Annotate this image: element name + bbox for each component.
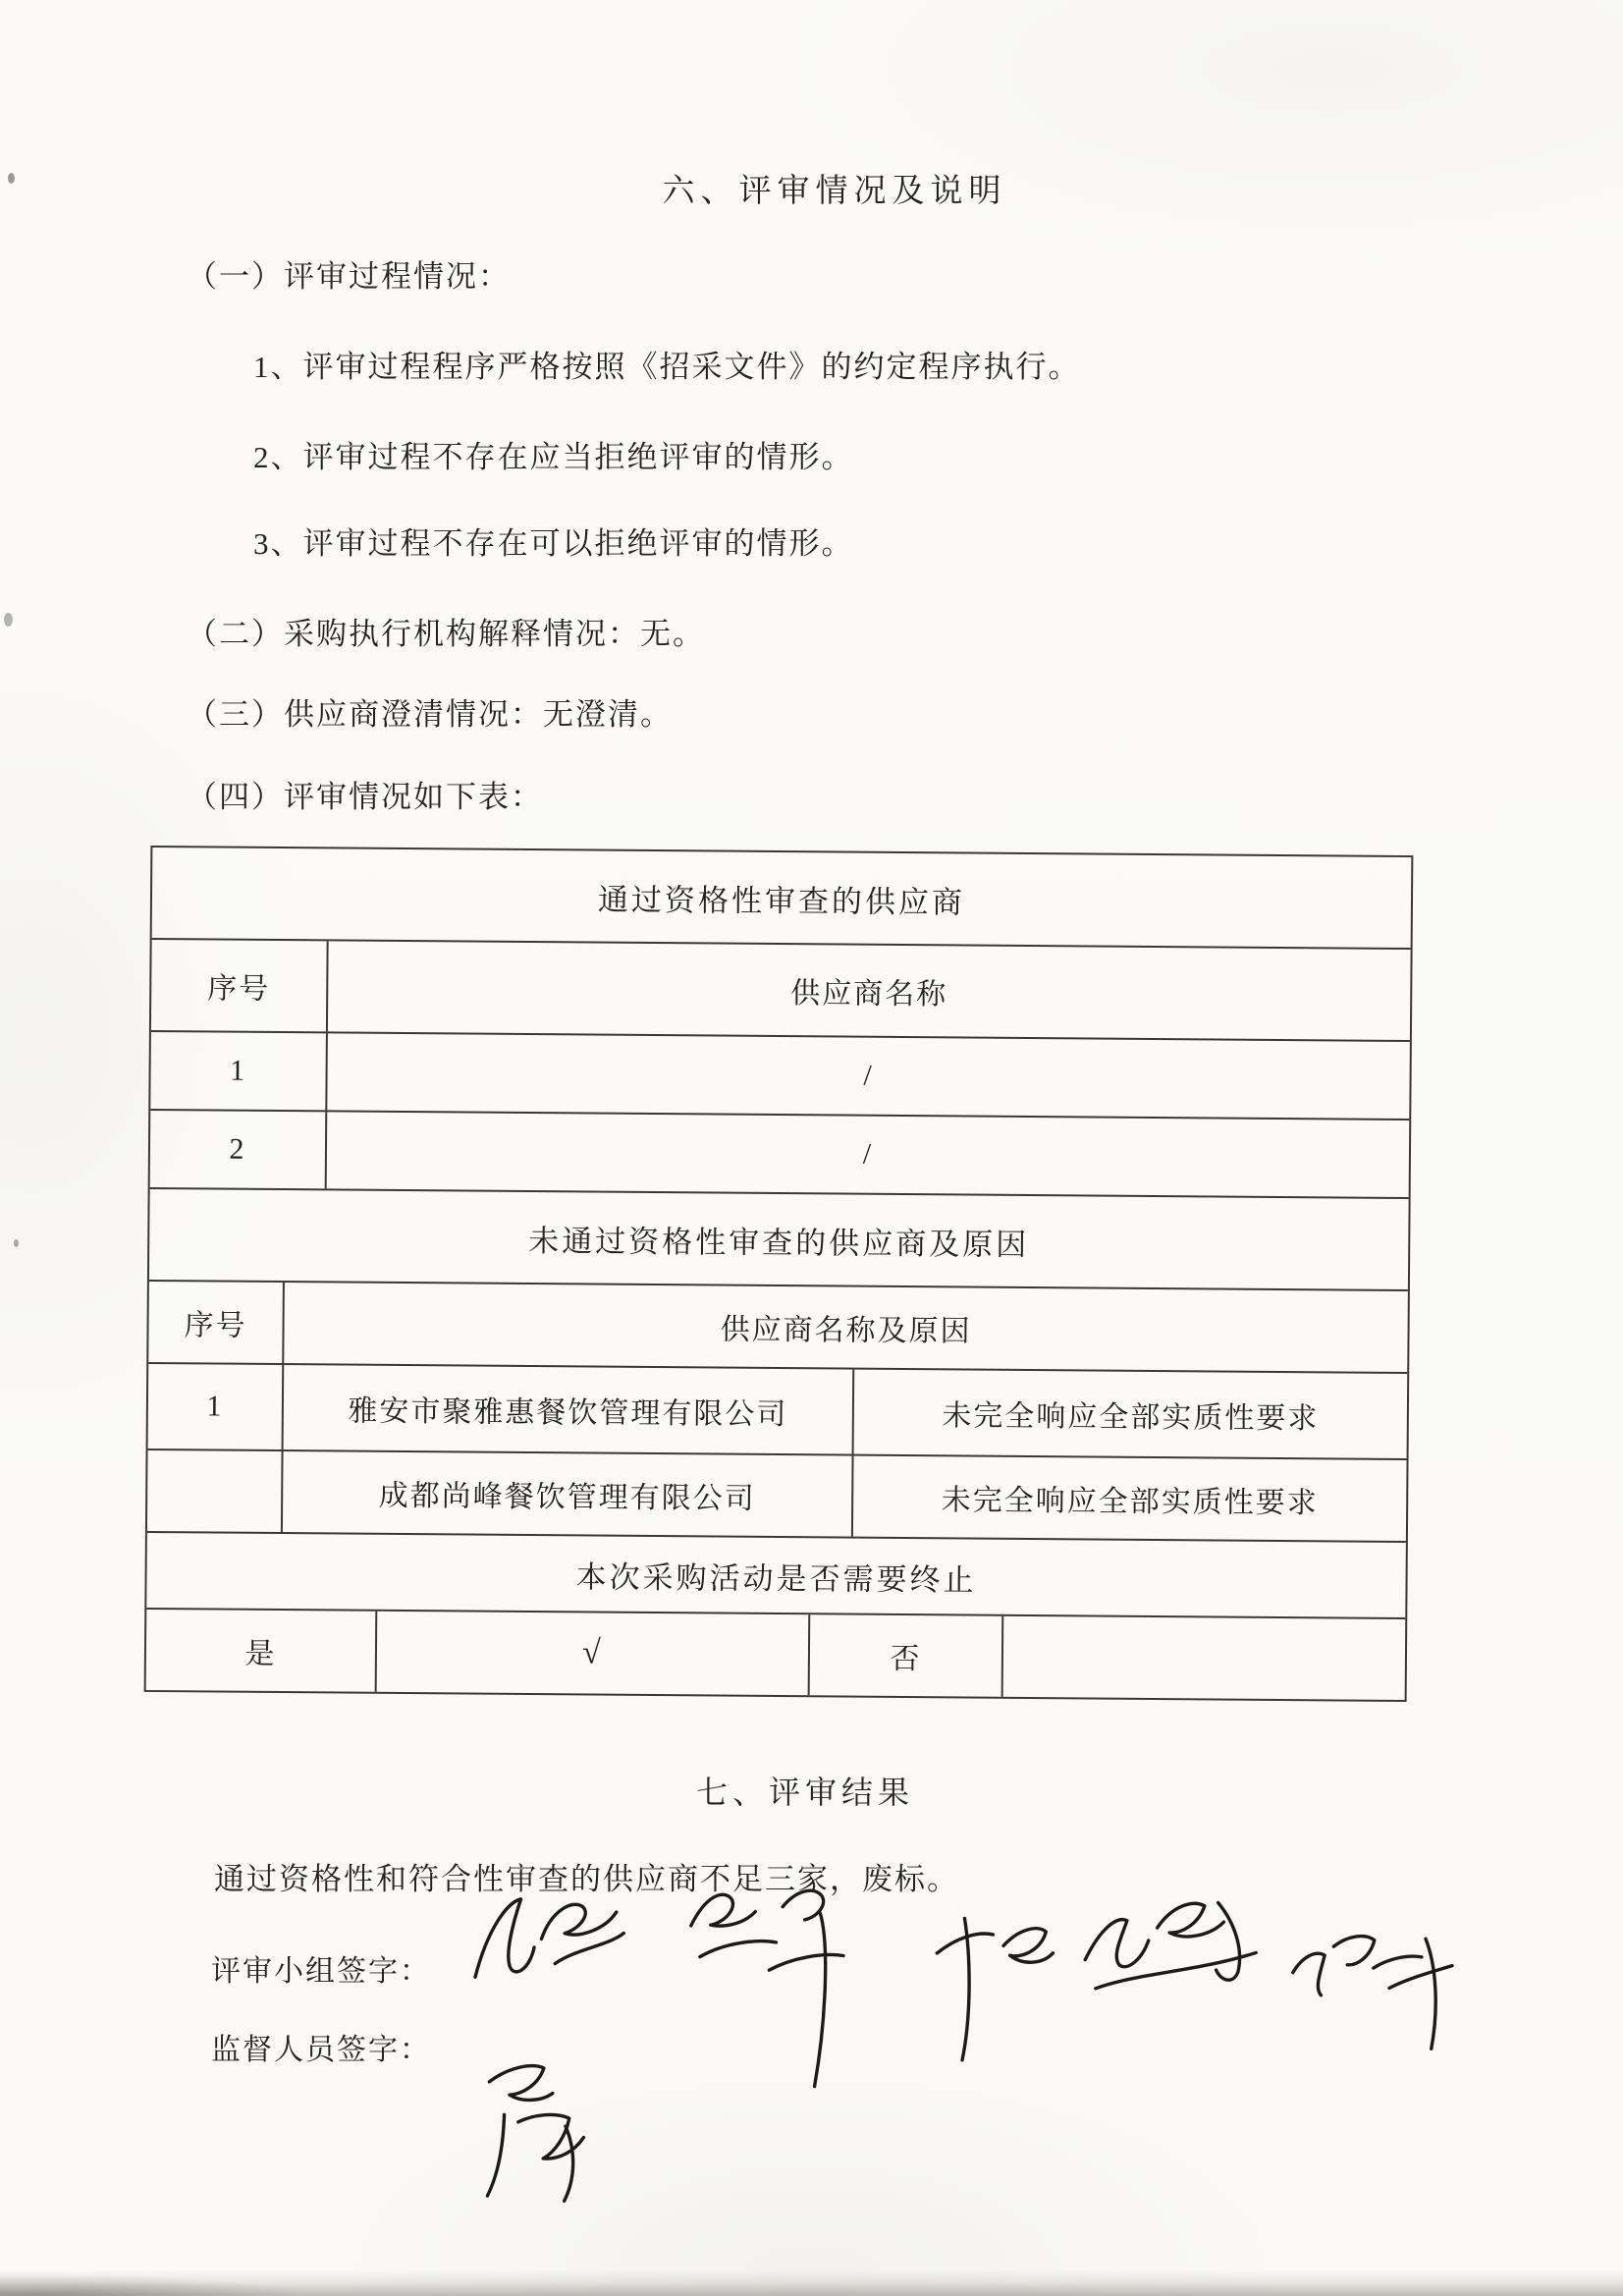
scan-noise-speck <box>4 613 13 627</box>
terminate-no-cell-empty <box>1003 1616 1406 1700</box>
terminate-no-label: 否 <box>810 1614 1004 1697</box>
passed-row-2-seq: 2 <box>150 1111 328 1188</box>
review-process-label: （一）评审过程情况： <box>187 259 511 294</box>
failed-suppliers-header: 未通过资格性审查的供应商及原因 <box>528 1223 1030 1262</box>
failed-row-2-reason: 未完全响应全部实质性要求 <box>941 1484 1319 1520</box>
seq-column-header-2: 序号 <box>148 1282 285 1363</box>
table-row <box>147 1450 1407 1543</box>
evaluation-team-sign-label: 评审小组签字： <box>211 1955 431 1988</box>
failed-row-2-seq <box>147 1450 284 1532</box>
supervisor-sign-label: 监督人员签字： <box>211 2034 431 2066</box>
review-process-item-1: 1、评审过程程序严格按照《招采文件》的约定程序执行。 <box>253 350 1081 384</box>
table-row <box>146 1533 1406 1619</box>
agency-explanation-line: （二）采购执行机构解释情况：无。 <box>187 617 705 651</box>
passed-suppliers-header: 通过资格性审查的供应商 <box>597 882 966 919</box>
review-process-item-2: 2、评审过程不存在应当拒绝评审的情形。 <box>253 440 854 474</box>
terminate-yes-checkmark: √ <box>377 1612 811 1695</box>
table-row <box>150 1032 1410 1121</box>
failed-row-1-seq: 1 <box>148 1364 285 1449</box>
scan-noise-speck <box>14 1239 19 1247</box>
table-row <box>150 1111 1410 1199</box>
table-row <box>148 1364 1408 1460</box>
table-row <box>146 1610 1406 1700</box>
table-row <box>148 1282 1408 1374</box>
passed-row-2-name: / <box>862 1137 874 1171</box>
failed-row-2-name: 成都尚峰餐饮管理有限公司 <box>283 1451 854 1537</box>
failed-row-1-name: 雅安市聚雅惠餐饮管理有限公司 <box>284 1365 855 1454</box>
evaluator-signature-5 <box>1273 1896 1477 2082</box>
evaluator-signature-2 <box>672 1861 877 2113</box>
failed-row-1-reason: 未完全响应全部实质性要求 <box>942 1399 1320 1436</box>
scan-noise-speck <box>8 173 15 184</box>
scanner-corner-shadow <box>0 2263 353 2296</box>
terminate-yes-label: 是 <box>146 1610 378 1692</box>
supplier-name-column-header: 供应商名称 <box>790 977 948 1011</box>
passed-row-1-name: / <box>863 1059 874 1092</box>
supplier-reason-column-header: 供应商名称及原因 <box>720 1313 972 1348</box>
review-process-item-3: 3、评审过程不存在可以拒绝评审的情形。 <box>253 526 854 561</box>
evaluator-signature-3 <box>920 1891 1066 2075</box>
evaluator-signature-4 <box>1067 1876 1273 2010</box>
passed-row-1-seq: 1 <box>150 1032 328 1110</box>
supplier-clarification-line: （三）供应商澄清情况：无澄清。 <box>187 697 673 732</box>
supervisor-signature <box>460 2038 623 2214</box>
table-row <box>151 940 1411 1042</box>
table-row <box>149 1189 1409 1291</box>
section-six-heading: 六、评审情况及说明 <box>662 174 1007 209</box>
result-conclusion: 通过资格性和符合性审查的供应商不足三家，废标。 <box>214 1862 959 1896</box>
review-result-table <box>144 846 1414 1702</box>
seq-column-header: 序号 <box>151 940 329 1031</box>
terminate-question-header: 本次采购活动是否需要终止 <box>575 1558 977 1598</box>
evaluator-signature-1 <box>455 1872 640 2021</box>
table-row <box>152 847 1412 950</box>
section-seven-heading: 七、评审结果 <box>695 1775 914 1810</box>
table-intro-line: （四）评审情况如下表： <box>187 780 543 814</box>
